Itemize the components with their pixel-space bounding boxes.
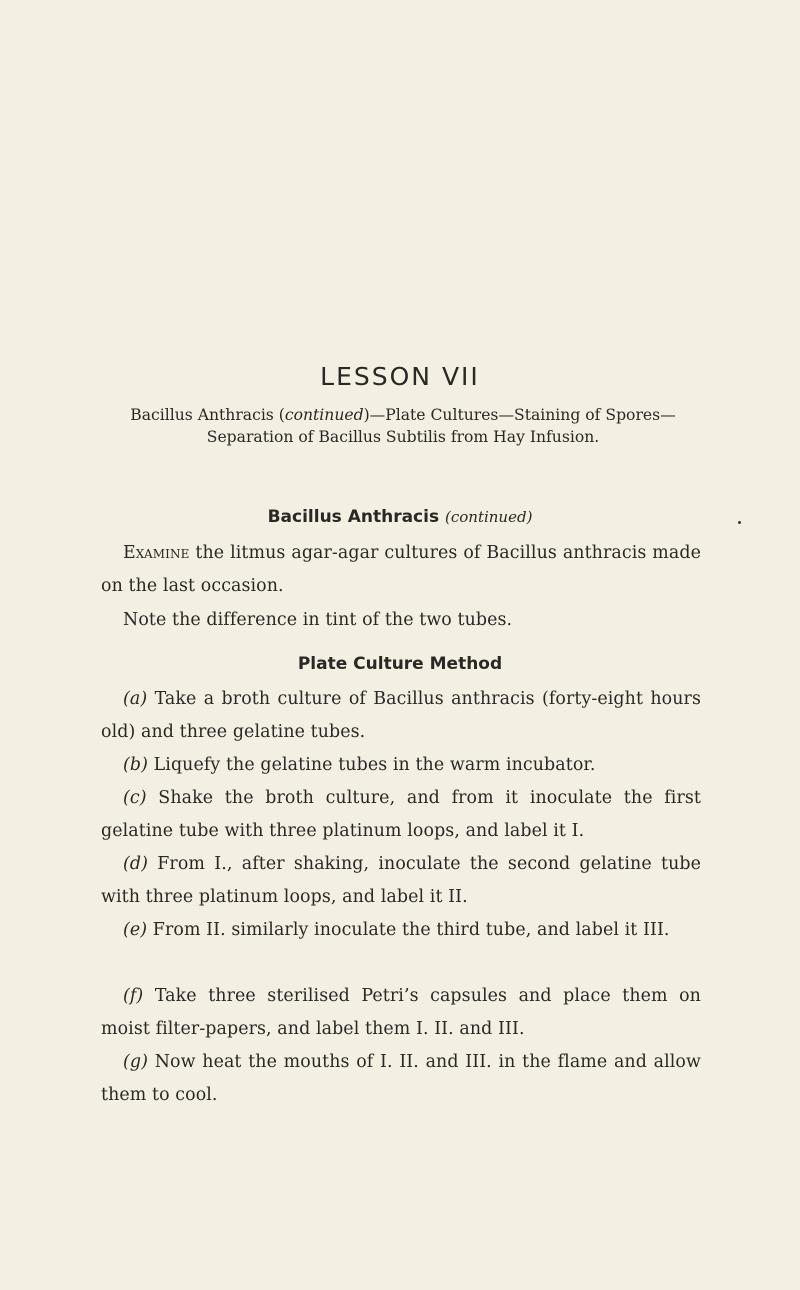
section-heading-bacillus-italic: (continued) (445, 508, 533, 526)
step-b-text: Liquefy the gelatine tubes in the warm incubator. (148, 755, 596, 775)
step-a (101, 683, 701, 749)
section-heading-bacillus-text: Bacillus Anthracis (267, 507, 445, 527)
lesson-summary (108, 404, 698, 448)
summary-text-2: )—Plate Cultures—Staining of Spores— Separation of Bacillus Subtilis from Hay Infusion. (206, 406, 676, 446)
step-b-label: (b) (123, 755, 149, 775)
summary-text-1: Bacillus Anthracis ( (130, 406, 285, 424)
step-f-label: (f) (123, 986, 144, 1006)
section-heading-plate-culture: Plate Culture Method (297, 654, 503, 674)
step-d (101, 848, 701, 914)
section-heading-bacillus (0, 507, 800, 527)
step-e-label: (e) (123, 920, 148, 940)
step-f-text: Take three sterilised Petri’s capsules and place them on moist filter-papers, and label them I. II. and III. (101, 986, 701, 1039)
step-g-label: (g) (123, 1052, 149, 1072)
step-c-text: Shake the broth culture, and from it inoculate the first gelatine tube with three platinum loops, and label it I. (101, 788, 701, 841)
paragraph-note: Note the difference in tint of the two tubes. (123, 610, 513, 630)
examine-text: the litmus agar-agar cultures of Bacillus anthracis made on the last occasion. (101, 543, 701, 596)
paragraph-examine (101, 537, 701, 603)
step-g-text: Now heat the mouths of I. II. and III. in the flame and allow them to cool. (101, 1052, 701, 1105)
step-a-text: Take a broth culture of Bacillus anthracis (forty-eight hours old) and three gelatine tubes. (101, 689, 701, 742)
step-d-text: From I., after shaking, inoculate the second gelatine tube with three platinum loops, and label it II. (101, 854, 701, 907)
examine-word: Examine (123, 543, 190, 563)
step-d-label: (d) (123, 854, 149, 874)
step-c (101, 782, 701, 848)
step-f (101, 980, 701, 1046)
step-g (101, 1046, 701, 1112)
step-b (101, 749, 701, 782)
lesson-title: LESSON VII (320, 362, 480, 391)
step-e (101, 914, 701, 947)
stray-ink-dot (738, 521, 741, 524)
step-c-label: (c) (123, 788, 147, 808)
summary-italic: continued (284, 406, 364, 424)
step-a-label: (a) (123, 689, 148, 709)
step-e-text: From II. similarly inoculate the third tube, and label it III. (147, 920, 670, 940)
